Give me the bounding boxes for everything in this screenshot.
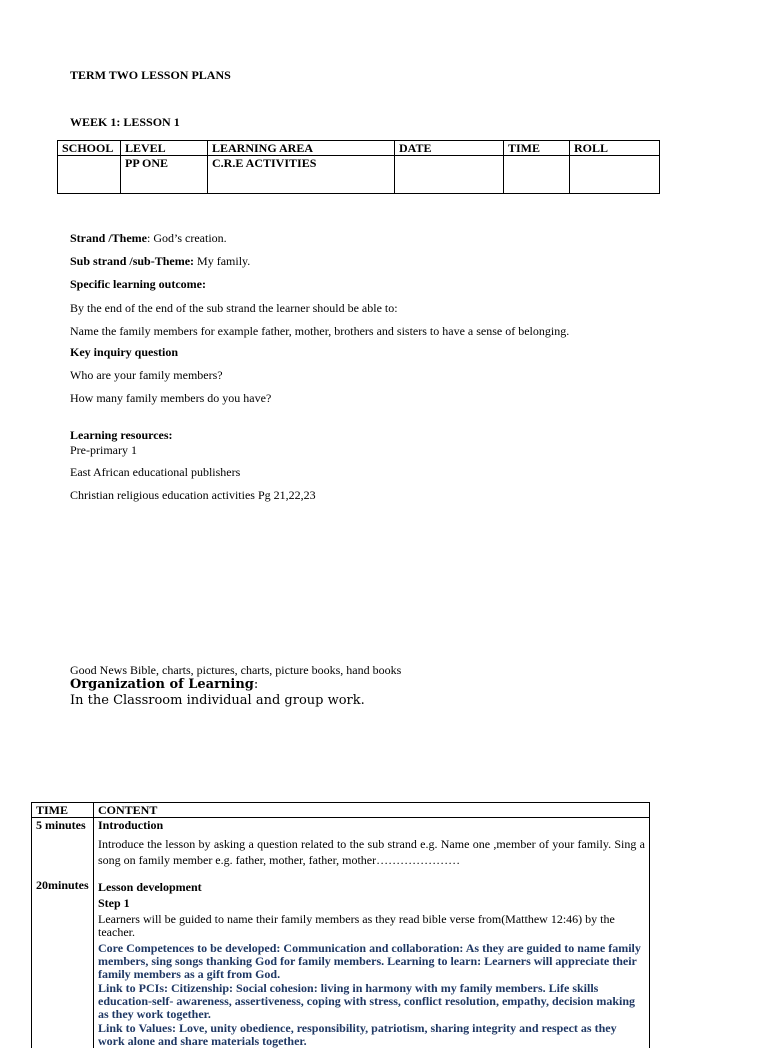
page-title: TERM TWO LESSON PLANS [70,68,231,83]
strand-line [70,231,227,246]
header-time: TIME [504,141,570,156]
header-time: TIME [32,803,94,818]
sub-strand-line [70,254,250,269]
cell-learning-area: C.R.E ACTIVITIES [208,156,395,194]
resource-item: East African educational publishers [70,465,240,480]
kiq-heading: Key inquiry question [70,345,178,360]
cell-date [395,156,504,194]
header-level: LEVEL [121,141,208,156]
intro-text: Introduce the lesson by asking a question related to the sub strand e.g. Name one ,member of your family. Sing a song on family member e.g. father, mother, father, mother………………… [98,836,645,868]
intro-heading: Introduction [98,819,645,832]
header-content: CONTENT [94,803,650,818]
extra-resources: Good News Bible, charts, pictures, charts, picture books, hand books [70,663,401,678]
development-text: Learners will be guided to name their family members as they read bible verse from(Matthew 12:46) by the teacher. [98,913,645,939]
resource-item: Christian religious education activities Pg 21,22,23 [70,488,316,503]
time-cell [32,818,94,1048]
header-roll: ROLL [570,141,660,156]
resources-heading: Learning resources: [70,428,173,443]
resource-item: Pre-primary 1 [70,443,137,458]
sub-strand-value: My family. [194,254,250,268]
header-date: DATE [395,141,504,156]
intro-time: 5 minutes [36,818,89,832]
core-competences: Core Competences to be developed: Communication and collaboration: As they are guided to name family members, sing songs thanking God for family members. Learning to learn: Learners will appreciate their family members as a gift from God. [98,942,645,981]
organization-label: Organization of Learning [70,677,254,692]
header-school: SCHOOL [58,141,121,156]
organization-value: In the Classroom individual and group work. [70,693,365,708]
organization-heading [70,677,258,692]
strand-value: : God’s creation. [147,231,227,245]
kiq-question-2: How many family members do you have? [70,391,271,406]
step-label: Step 1 [98,897,645,910]
link-to-values: Link to Values: Love, unity obedience, responsibility, patriotism, sharing integrity and respect as they work alone and share materials together. [98,1022,645,1048]
week-heading: WEEK 1: LESSON 1 [70,115,180,130]
cell-level: PP ONE [121,156,208,194]
development-heading: Lesson development [98,881,645,894]
cell-roll [570,156,660,194]
development-time: 20minutes [36,878,89,892]
slo-item: Name the family members for example father, mother, brothers and sisters to have a sense of belonging. [70,324,569,339]
slo-heading: Specific learning outcome: [70,277,206,292]
cell-time [504,156,570,194]
link-to-pcis: Link to PCIs: Citizenship: Social cohesion: living in harmony with my family members. Life skills education-self- awareness, assertiveness, coping with stress, conflict resolution, empathy, decision making as they work together. [98,982,645,1021]
header-learning-area: LEARNING AREA [208,141,395,156]
strand-label: Strand /Theme [70,231,147,245]
lesson-info-table [57,140,660,194]
organization-colon: : [254,677,258,692]
lesson-content-table [31,802,650,1048]
kiq-question-1: Who are your family members? [70,368,223,383]
cell-school [58,156,121,194]
slo-intro: By the end of the end of the sub strand the learner should be able to: [70,301,398,316]
content-cell [94,818,650,1048]
sub-strand-label: Sub strand /sub-Theme: [70,254,194,268]
